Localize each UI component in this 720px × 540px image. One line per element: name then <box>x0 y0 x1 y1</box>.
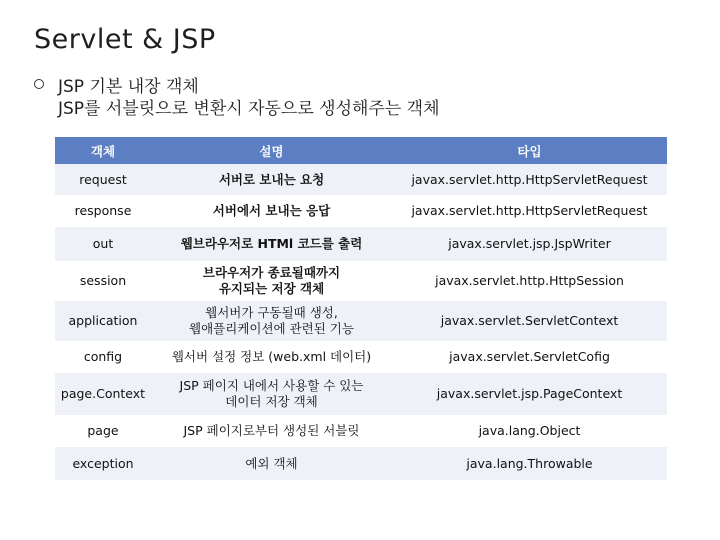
implicit-objects-table <box>55 137 667 480</box>
cell-description: 웹서버 설정 정보 (web.xml 데이터) <box>151 341 392 373</box>
cell-description: 웹브라우저로 HTMl 코드를 출력 <box>151 227 392 261</box>
table-row <box>55 415 667 447</box>
cell-object: application <box>55 301 151 341</box>
table-row <box>55 164 667 195</box>
table-header-row <box>55 137 667 164</box>
cell-description: 서버로 보내는 요청 <box>151 164 392 195</box>
cell-object: response <box>55 195 151 227</box>
cell-description: 웹서버가 구동될때 생성, 웹애플리케이션에 관련된 기능 <box>151 301 392 341</box>
cell-object: out <box>55 227 151 261</box>
cell-object: exception <box>55 447 151 480</box>
cell-type: javax.servlet.http.HttpServletRequest <box>392 195 667 227</box>
cell-type: javax.servlet.http.HttpServletRequest <box>392 164 667 195</box>
table-row <box>55 195 667 227</box>
cell-type: javax.servlet.ServletCofig <box>392 341 667 373</box>
table-row <box>55 227 667 261</box>
header-type: 타입 <box>392 137 667 164</box>
table-row <box>55 301 667 341</box>
cell-type: java.lang.Throwable <box>392 447 667 480</box>
cell-type: javax.servlet.jsp.JspWriter <box>392 227 667 261</box>
table-row <box>55 261 667 301</box>
slide-title: Servlet & JSP <box>34 24 216 55</box>
header-description: 설명 <box>151 137 392 164</box>
bullet-line-1: JSP 기본 내장 객체 <box>58 77 199 97</box>
table-row <box>55 341 667 373</box>
cell-description: 예외 객체 <box>151 447 392 480</box>
bullet-line-2: JSP를 서블릿으로 변환시 자동으로 생성해주는 객체 <box>58 99 440 119</box>
cell-object: config <box>55 341 151 373</box>
cell-type: javax.servlet.jsp.PageContext <box>392 373 667 415</box>
cell-description: JSP 페이지로부터 생성된 서블릿 <box>151 415 392 447</box>
cell-type: javax.servlet.ServletContext <box>392 301 667 341</box>
cell-object: page <box>55 415 151 447</box>
header-object: 객체 <box>55 137 151 164</box>
cell-type: java.lang.Object <box>392 415 667 447</box>
cell-description: JSP 페이지 내에서 사용할 수 있는 데이터 저장 객체 <box>151 373 392 415</box>
cell-description: 서버에서 보내는 응답 <box>151 195 392 227</box>
cell-object: session <box>55 261 151 301</box>
table-row <box>55 373 667 415</box>
cell-description: 브라우저가 종료될때까지 유지되는 저장 객체 <box>151 261 392 301</box>
cell-object: request <box>55 164 151 195</box>
cell-object: page.Context <box>55 373 151 415</box>
table-row <box>55 447 667 480</box>
circle-bullet-icon <box>34 79 44 89</box>
cell-type: javax.servlet.http.HttpSession <box>392 261 667 301</box>
